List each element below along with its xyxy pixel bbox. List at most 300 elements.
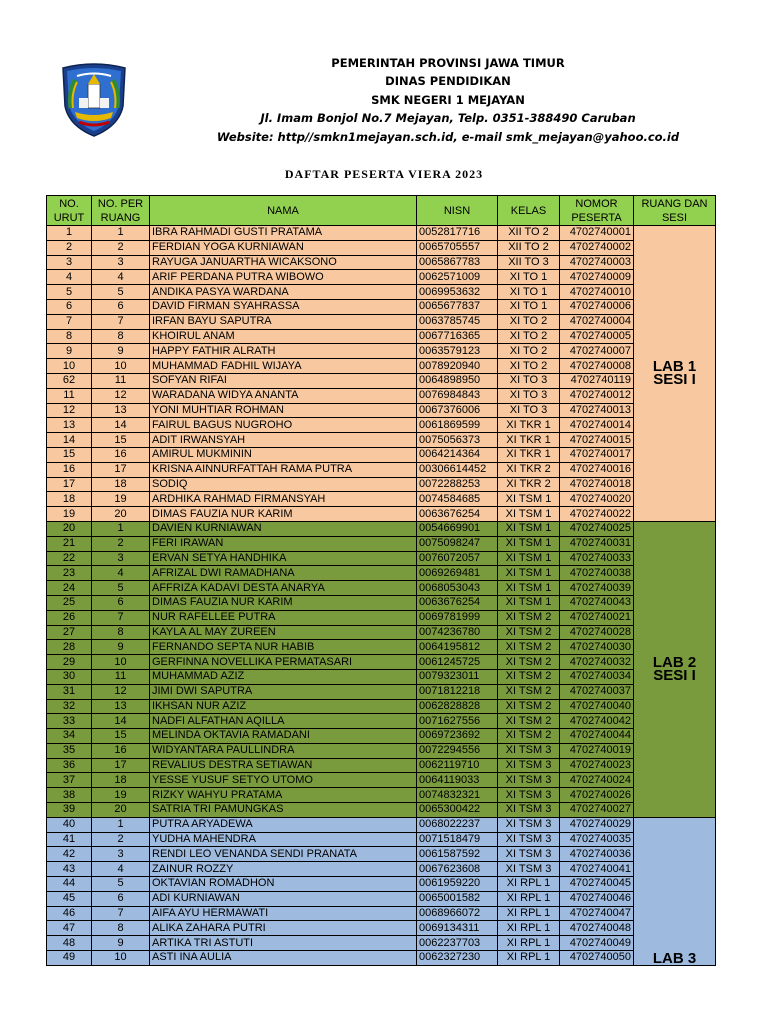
cell-nama: SATRIA TRI PAMUNGKAS: [150, 803, 417, 818]
table-row: [47, 581, 716, 596]
cell-nisn: 0064214364: [417, 447, 498, 462]
cell-nama: DAVID FIRMAN SYAHRASSA: [150, 299, 417, 314]
table-row: [47, 951, 716, 966]
cell-no-urut: 43: [47, 862, 92, 877]
cell-kelas: XI TSM 2: [498, 699, 560, 714]
cell-no-per-ruang: 5: [92, 285, 150, 300]
cell-nisn: 0054669901: [417, 521, 498, 536]
cell-nama: DAVIEN KURNIAWAN: [150, 521, 417, 536]
cell-no-urut: 45: [47, 891, 92, 906]
cell-no-per-ruang: 7: [92, 906, 150, 921]
cell-no-urut: 13: [47, 418, 92, 433]
cell-nomor-peserta: 4702740028: [560, 625, 634, 640]
cell-nomor-peserta: 4702740005: [560, 329, 634, 344]
cell-no-urut: 8: [47, 329, 92, 344]
cell-kelas: XI TO 1: [498, 285, 560, 300]
cell-nama: ZAINUR ROZZY: [150, 862, 417, 877]
cell-nama: AMIRUL MUKMININ: [150, 447, 417, 462]
cell-no-urut: 27: [47, 625, 92, 640]
session-label: SESI I: [653, 667, 696, 685]
header-nisn: NISN: [417, 196, 498, 226]
cell-nama: RIZKY WAHYU PRATAMA: [150, 788, 417, 803]
cell-nama: MELINDA OKTAVIA RAMADANI: [150, 729, 417, 744]
table-row: [47, 773, 716, 788]
cell-no-per-ruang: 10: [92, 655, 150, 670]
cell-nama: YUDHA MAHENDRA: [150, 832, 417, 847]
cell-no-per-ruang: 7: [92, 610, 150, 625]
cell-nama: ARIF PERDANA PUTRA WIBOWO: [150, 270, 417, 285]
cell-nisn: 0064898950: [417, 373, 498, 388]
cell-no-urut: 6: [47, 299, 92, 314]
cell-nisn: 0065677837: [417, 299, 498, 314]
cell-nisn: 0061959220: [417, 877, 498, 892]
cell-nisn: 0067716365: [417, 329, 498, 344]
cell-nomor-peserta: 4702740030: [560, 640, 634, 655]
cell-nomor-peserta: 4702740014: [560, 418, 634, 433]
cell-nisn: 0071627556: [417, 714, 498, 729]
cell-kelas: XI RPL 1: [498, 951, 560, 966]
table-row: [47, 862, 716, 877]
cell-no-per-ruang: 7: [92, 314, 150, 329]
header-kelas: KELAS: [498, 196, 560, 226]
cell-no-urut: 9: [47, 344, 92, 359]
cell-nisn: 0074832321: [417, 788, 498, 803]
cell-nomor-peserta: 4702740004: [560, 314, 634, 329]
table-row: [47, 299, 716, 314]
cell-no-per-ruang: 9: [92, 640, 150, 655]
table-row: [47, 803, 716, 818]
cell-kelas: XI TSM 2: [498, 729, 560, 744]
cell-nama: KHOIRUL ANAM: [150, 329, 417, 344]
cell-nomor-peserta: 4702740021: [560, 610, 634, 625]
table-row: [47, 270, 716, 285]
cell-nisn: 0079323011: [417, 669, 498, 684]
cell-no-urut: 19: [47, 507, 92, 522]
cell-kelas: XI TSM 1: [498, 536, 560, 551]
table-row: [47, 610, 716, 625]
header-no-urut: NO. URUT: [47, 196, 92, 226]
table-row: [47, 906, 716, 921]
room-session-cell: [634, 521, 716, 817]
cell-nisn: 0076984843: [417, 388, 498, 403]
table-row: [47, 655, 716, 670]
cell-nisn: 0069781999: [417, 610, 498, 625]
cell-kelas: XI TSM 3: [498, 817, 560, 832]
cell-nomor-peserta: 4702740045: [560, 877, 634, 892]
cell-no-urut: 34: [47, 729, 92, 744]
cell-kelas: XI TSM 3: [498, 788, 560, 803]
table-row: [47, 891, 716, 906]
cell-nama: IKHSAN NUR AZIZ: [150, 699, 417, 714]
cell-kelas: XI TSM 1: [498, 595, 560, 610]
table-row: [47, 226, 716, 241]
cell-nisn: 0074236780: [417, 625, 498, 640]
cell-nisn: 0063785745: [417, 314, 498, 329]
cell-no-per-ruang: 5: [92, 581, 150, 596]
cell-nomor-peserta: 4702740033: [560, 551, 634, 566]
cell-nomor-peserta: 4702740035: [560, 832, 634, 847]
header-nama: NAMA: [150, 196, 417, 226]
cell-nomor-peserta: 4702740008: [560, 359, 634, 374]
cell-no-per-ruang: 16: [92, 447, 150, 462]
cell-nisn: 0065300422: [417, 803, 498, 818]
cell-no-per-ruang: 18: [92, 773, 150, 788]
cell-nomor-peserta: 4702740025: [560, 521, 634, 536]
cell-nisn: 0069269481: [417, 566, 498, 581]
cell-nama: KAYLA AL MAY ZUREEN: [150, 625, 417, 640]
cell-nomor-peserta: 4702740029: [560, 817, 634, 832]
cell-nomor-peserta: 4702740001: [560, 226, 634, 241]
cell-no-per-ruang: 18: [92, 477, 150, 492]
cell-no-per-ruang: 11: [92, 669, 150, 684]
cell-no-per-ruang: 1: [92, 521, 150, 536]
cell-nama: ARDHIKA RAHMAD FIRMANSYAH: [150, 492, 417, 507]
cell-no-urut: 32: [47, 699, 92, 714]
cell-kelas: XII TO 3: [498, 255, 560, 270]
table-row: [47, 255, 716, 270]
cell-nisn: 0067376006: [417, 403, 498, 418]
room-label: LAB 2: [652, 654, 697, 672]
cell-nama: NADFI ALFATHAN AQILLA: [150, 714, 417, 729]
cell-no-urut: 29: [47, 655, 92, 670]
cell-nisn: 0063579123: [417, 344, 498, 359]
cell-kelas: XI RPL 1: [498, 906, 560, 921]
table-row: [47, 240, 716, 255]
table-row: [47, 714, 716, 729]
cell-nomor-peserta: 4702740015: [560, 433, 634, 448]
cell-nomor-peserta: 4702740048: [560, 921, 634, 936]
cell-no-urut: 28: [47, 640, 92, 655]
cell-kelas: XI TO 1: [498, 299, 560, 314]
cell-no-urut: 1: [47, 226, 92, 241]
cell-nomor-peserta: 4702740044: [560, 729, 634, 744]
cell-no-per-ruang: 15: [92, 729, 150, 744]
table-row: [47, 492, 716, 507]
cell-nama: OKTAVIAN ROMADHON: [150, 877, 417, 892]
cell-no-urut: 18: [47, 492, 92, 507]
session-label: SESI I: [653, 371, 696, 389]
cell-nama: ANDIKA PASYA WARDANA: [150, 285, 417, 300]
cell-kelas: XII TO 2: [498, 226, 560, 241]
cell-no-urut: 17: [47, 477, 92, 492]
cell-nisn: 0063676254: [417, 595, 498, 610]
cell-nomor-peserta: 4702740006: [560, 299, 634, 314]
cell-nomor-peserta: 4702740017: [560, 447, 634, 462]
cell-nama: IRFAN BAYU SAPUTRA: [150, 314, 417, 329]
cell-no-per-ruang: 14: [92, 418, 150, 433]
cell-kelas: XI TSM 3: [498, 743, 560, 758]
cell-nisn: 0072288253: [417, 477, 498, 492]
cell-no-per-ruang: 12: [92, 388, 150, 403]
cell-nisn: 0065867783: [417, 255, 498, 270]
cell-nisn: 0062571009: [417, 270, 498, 285]
cell-nama: JIMI DWI SAPUTRA: [150, 684, 417, 699]
table-row: [47, 344, 716, 359]
cell-nomor-peserta: 4702740119: [560, 373, 634, 388]
cell-no-per-ruang: 9: [92, 936, 150, 951]
cell-nomor-peserta: 4702740009: [560, 270, 634, 285]
cell-nomor-peserta: 4702740039: [560, 581, 634, 596]
cell-nisn: 0076072057: [417, 551, 498, 566]
cell-no-per-ruang: 6: [92, 299, 150, 314]
cell-nomor-peserta: 4702740042: [560, 714, 634, 729]
table-row: [47, 625, 716, 640]
cell-nama: KRISNA AINNURFATTAH RAMA PUTRA: [150, 462, 417, 477]
table-row: [47, 329, 716, 344]
cell-no-per-ruang: 14: [92, 714, 150, 729]
cell-no-per-ruang: 17: [92, 758, 150, 773]
agency-name: DINAS PENDIDIKAN: [385, 74, 511, 88]
cell-no-urut: 49: [47, 951, 92, 966]
cell-no-per-ruang: 6: [92, 891, 150, 906]
cell-nomor-peserta: 4702740027: [560, 803, 634, 818]
cell-nisn: 0063676254: [417, 507, 498, 522]
cell-no-per-ruang: 3: [92, 551, 150, 566]
cell-kelas: XI TSM 2: [498, 684, 560, 699]
cell-nama: FERNANDO SEPTA NUR HABIB: [150, 640, 417, 655]
cell-no-urut: 10: [47, 359, 92, 374]
cell-nisn: 0068022237: [417, 817, 498, 832]
table-row: [47, 729, 716, 744]
cell-nomor-peserta: 4702740050: [560, 951, 634, 966]
cell-kelas: XI RPL 1: [498, 891, 560, 906]
room-session-cell: [634, 817, 716, 965]
cell-no-urut: 39: [47, 803, 92, 818]
cell-no-urut: 40: [47, 817, 92, 832]
cell-nisn: 0062119710: [417, 758, 498, 773]
cell-nisn: 0061245725: [417, 655, 498, 670]
participant-table: [46, 195, 716, 966]
cell-kelas: XI RPL 1: [498, 877, 560, 892]
cell-no-per-ruang: 2: [92, 240, 150, 255]
cell-nama: PUTRA ARYADEWA: [150, 817, 417, 832]
cell-nomor-peserta: 4702740007: [560, 344, 634, 359]
cell-no-per-ruang: 4: [92, 566, 150, 581]
cell-no-urut: 62: [47, 373, 92, 388]
cell-kelas: XI TKR 2: [498, 477, 560, 492]
cell-kelas: XI TSM 2: [498, 640, 560, 655]
table-row: [47, 832, 716, 847]
cell-kelas: XI TSM 1: [498, 507, 560, 522]
table-row: [47, 758, 716, 773]
cell-nisn: 0078920940: [417, 359, 498, 374]
cell-nisn: 0069134311: [417, 921, 498, 936]
cell-nomor-peserta: 4702740037: [560, 684, 634, 699]
cell-no-urut: 22: [47, 551, 92, 566]
cell-nomor-peserta: 4702740010: [560, 285, 634, 300]
cell-kelas: XI TSM 2: [498, 669, 560, 684]
cell-no-per-ruang: 4: [92, 862, 150, 877]
header-no-per-ruang: NO. PER RUANG: [92, 196, 150, 226]
table-row: [47, 669, 716, 684]
table-row: [47, 551, 716, 566]
cell-kelas: XI TSM 3: [498, 773, 560, 788]
table-row: [47, 447, 716, 462]
cell-no-urut: 36: [47, 758, 92, 773]
cell-nomor-peserta: 4702740022: [560, 507, 634, 522]
cell-nama: FERI IRAWAN: [150, 536, 417, 551]
cell-kelas: XI TSM 1: [498, 551, 560, 566]
cell-nomor-peserta: 4702740046: [560, 891, 634, 906]
cell-kelas: XI TO 3: [498, 373, 560, 388]
table-row: [47, 921, 716, 936]
cell-nama: YONI MUHTIAR ROHMAN: [150, 403, 417, 418]
cell-no-per-ruang: 15: [92, 433, 150, 448]
cell-nama: ADI KURNIAWAN: [150, 891, 417, 906]
cell-nomor-peserta: 4702740002: [560, 240, 634, 255]
cell-nomor-peserta: 4702740024: [560, 773, 634, 788]
cell-no-per-ruang: 8: [92, 921, 150, 936]
table-row: [47, 743, 716, 758]
cell-kelas: XI TSM 1: [498, 581, 560, 596]
cell-nama: ADIT IRWANSYAH: [150, 433, 417, 448]
cell-nomor-peserta: 4702740023: [560, 758, 634, 773]
cell-nomor-peserta: 4702740047: [560, 906, 634, 921]
cell-no-per-ruang: 19: [92, 492, 150, 507]
cell-nomor-peserta: 4702740013: [560, 403, 634, 418]
cell-nisn: 00306614452: [417, 462, 498, 477]
cell-kelas: XI RPL 1: [498, 936, 560, 951]
cell-no-urut: 16: [47, 462, 92, 477]
table-row: [47, 595, 716, 610]
header-ruang-dan-sesi: RUANG DAN SESI: [634, 196, 716, 226]
cell-no-urut: 11: [47, 388, 92, 403]
cell-no-urut: 30: [47, 669, 92, 684]
cell-nama: GERFINNA NOVELLIKA PERMATASARI: [150, 655, 417, 670]
cell-kelas: XI TSM 1: [498, 566, 560, 581]
cell-no-urut: 31: [47, 684, 92, 699]
cell-no-urut: 15: [47, 447, 92, 462]
cell-no-per-ruang: 1: [92, 226, 150, 241]
cell-nomor-peserta: 4702740032: [560, 655, 634, 670]
cell-no-per-ruang: 20: [92, 507, 150, 522]
table-row: [47, 847, 716, 862]
cell-no-urut: 3: [47, 255, 92, 270]
cell-nomor-peserta: 4702740031: [560, 536, 634, 551]
cell-kelas: XI TSM 2: [498, 655, 560, 670]
cell-nama: YESSE YUSUF SETYO UTOMO: [150, 773, 417, 788]
cell-kelas: XI TO 2: [498, 314, 560, 329]
cell-kelas: XI TO 3: [498, 388, 560, 403]
table-body: [47, 226, 716, 966]
cell-kelas: XI TSM 2: [498, 610, 560, 625]
cell-no-urut: 44: [47, 877, 92, 892]
cell-no-urut: 41: [47, 832, 92, 847]
cell-kelas: XI TSM 1: [498, 492, 560, 507]
table-row: [47, 314, 716, 329]
cell-nomor-peserta: 4702740019: [560, 743, 634, 758]
cell-no-per-ruang: 2: [92, 536, 150, 551]
cell-no-per-ruang: 6: [92, 595, 150, 610]
cell-nama: DIMAS FAUZIA NUR KARIM: [150, 507, 417, 522]
cell-nama: ASTI INA AULIA: [150, 951, 417, 966]
cell-nisn: 0071812218: [417, 684, 498, 699]
cell-nisn: 0065001582: [417, 891, 498, 906]
cell-no-urut: 20: [47, 521, 92, 536]
cell-nama: FERDIAN YOGA KURNIAWAN: [150, 240, 417, 255]
cell-no-urut: 47: [47, 921, 92, 936]
cell-nisn: 0071518479: [417, 832, 498, 847]
cell-no-per-ruang: 9: [92, 344, 150, 359]
cell-no-urut: 33: [47, 714, 92, 729]
table-row: [47, 788, 716, 803]
cell-no-urut: 42: [47, 847, 92, 862]
cell-no-per-ruang: 20: [92, 803, 150, 818]
cell-no-urut: 2: [47, 240, 92, 255]
cell-nama: MUHAMMAD AZIZ: [150, 669, 417, 684]
cell-nama: SOFYAN RIFAI: [150, 373, 417, 388]
cell-kelas: XI TKR 1: [498, 433, 560, 448]
table-row: [47, 699, 716, 714]
cell-no-urut: 4: [47, 270, 92, 285]
cell-nama: AFRIZAL DWI RAMADHANA: [150, 566, 417, 581]
cell-no-urut: 38: [47, 788, 92, 803]
cell-nama: AFFRIZA KADAVI DESTA ANARYA: [150, 581, 417, 596]
cell-no-per-ruang: 10: [92, 359, 150, 374]
cell-nisn: 0069953632: [417, 285, 498, 300]
cell-nomor-peserta: 4702740049: [560, 936, 634, 951]
school-address: Jl. Imam Bonjol No.7 Mejayan, Telp. 0351-388490 Caruban: [260, 111, 636, 125]
cell-nomor-peserta: 4702740016: [560, 462, 634, 477]
cell-nisn: 0061869599: [417, 418, 498, 433]
cell-kelas: XI TSM 3: [498, 803, 560, 818]
cell-nama: RAYUGA JANUARTHA WICAKSONO: [150, 255, 417, 270]
cell-nisn: 0062828828: [417, 699, 498, 714]
cell-nama: AIFA AYU HERMAWATI: [150, 906, 417, 921]
cell-no-urut: 12: [47, 403, 92, 418]
cell-no-urut: 37: [47, 773, 92, 788]
school-contact: Website: http//smkn1mejayan.sch.id, e-mail smk_mejayan@yahoo.co.id: [216, 130, 680, 144]
cell-nama: ARTIKA TRI ASTUTI: [150, 936, 417, 951]
cell-nisn: 0072294556: [417, 743, 498, 758]
table-header-row: [47, 196, 716, 226]
table-row: [47, 403, 716, 418]
cell-nisn: 0065705557: [417, 240, 498, 255]
cell-no-urut: 5: [47, 285, 92, 300]
cell-no-urut: 25: [47, 595, 92, 610]
cell-nisn: 0062237703: [417, 936, 498, 951]
cell-nama: FAIRUL BAGUS NUGROHO: [150, 418, 417, 433]
cell-kelas: XI TSM 3: [498, 847, 560, 862]
school-name: SMK NEGERI 1 MEJAYAN: [371, 93, 525, 107]
cell-no-per-ruang: 8: [92, 625, 150, 640]
cell-no-urut: 21: [47, 536, 92, 551]
cell-no-urut: 46: [47, 906, 92, 921]
header-nomor-peserta: NOMOR PESERTA: [560, 196, 634, 226]
cell-no-per-ruang: 13: [92, 403, 150, 418]
cell-no-per-ruang: 2: [92, 832, 150, 847]
cell-no-urut: 23: [47, 566, 92, 581]
cell-no-per-ruang: 4: [92, 270, 150, 285]
table-row: [47, 936, 716, 951]
table-row: [47, 566, 716, 581]
cell-no-urut: 14: [47, 433, 92, 448]
cell-nisn: 0064119033: [417, 773, 498, 788]
cell-kelas: XI TO 2: [498, 344, 560, 359]
cell-no-per-ruang: 10: [92, 951, 150, 966]
cell-nisn: 0068053043: [417, 581, 498, 596]
cell-kelas: XI RPL 1: [498, 921, 560, 936]
cell-nomor-peserta: 4702740018: [560, 477, 634, 492]
cell-nomor-peserta: 4702740043: [560, 595, 634, 610]
table-row: [47, 507, 716, 522]
cell-kelas: XI TO 2: [498, 329, 560, 344]
cell-nomor-peserta: 4702740026: [560, 788, 634, 803]
government-name: PEMERINTAH PROVINSI JAWA TIMUR: [331, 56, 565, 70]
table-row: [47, 536, 716, 551]
cell-nomor-peserta: 4702740034: [560, 669, 634, 684]
table-row: [47, 418, 716, 433]
